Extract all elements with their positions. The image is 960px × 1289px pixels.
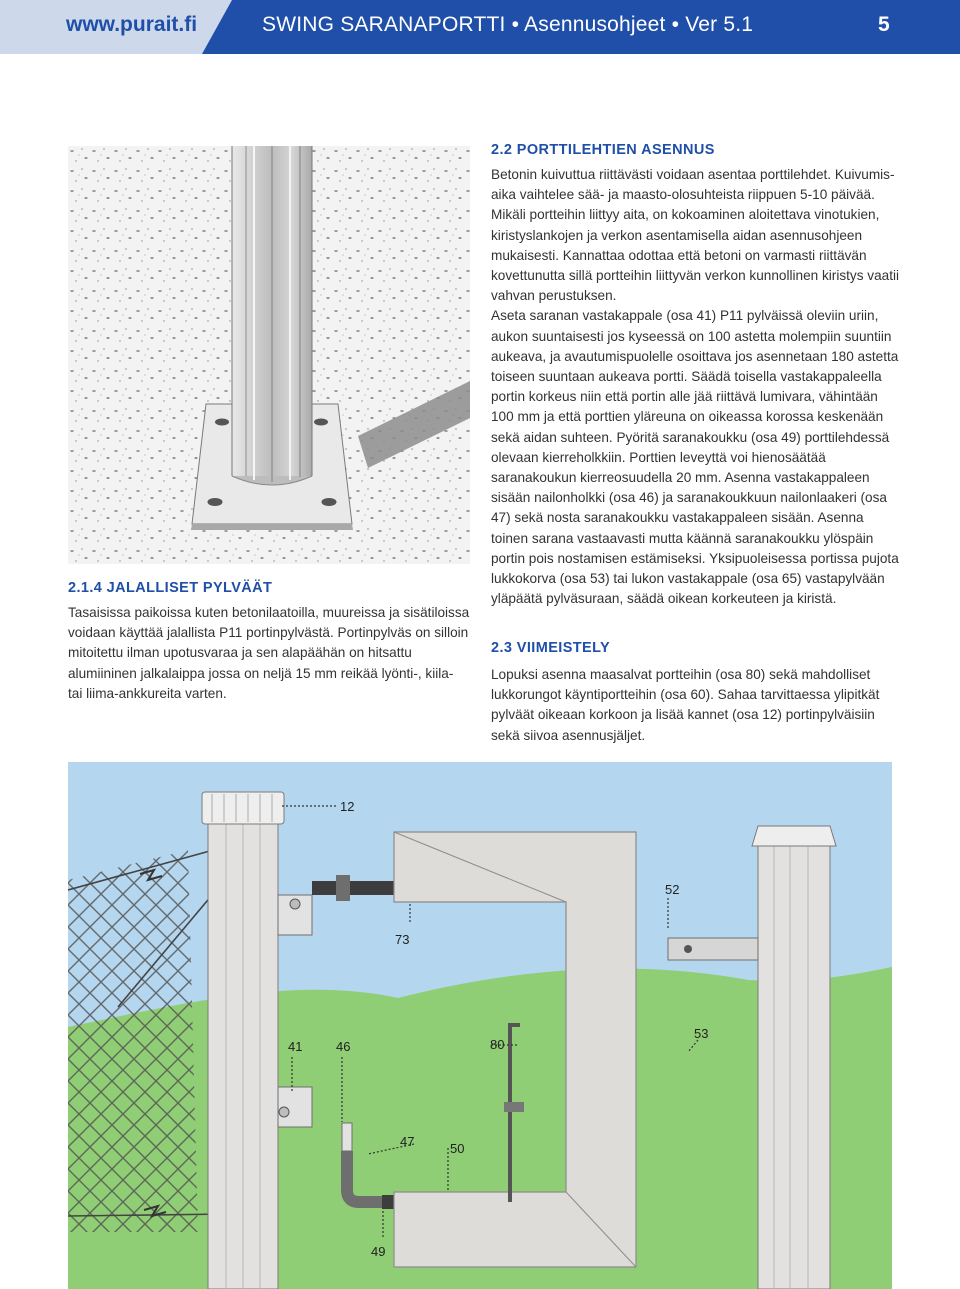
foot-plate-edge (191, 524, 353, 530)
callout-50: 50 (450, 1141, 465, 1156)
callout-80: 80 (490, 1037, 505, 1052)
fence-mesh (68, 850, 198, 1232)
document-title: SWING SARANAPORTTI • Asennusohjeet • Ver 5.1 (262, 13, 754, 36)
site-url[interactable]: www.purait.fi (66, 13, 198, 36)
callout-52: 52 (665, 882, 680, 897)
plate-hole-4 (322, 498, 337, 506)
section-22-paragraph-3: Aseta saranan vastakappale (osa 41) P11 pylväissä oleviin uriin, aukon suuntaisesti jos kyseessä on 100 astetta molempiin suuntiin aukeava, ja avautumispuolelle osoittava jos asennetaan 180 astetta toiseen suuntaan aukeava portti. Säädä toisella vastakappaleella portin korkeus niin että portin alle jää riittävä lumivara, vähintään 100 mm ja että porttien yläreuna on oikeassa korossa keskenään sekä aidan suhteen. Pyöritä saranakoukku (osa 49) porttilehdessä olevaan kierreholkkiin. Porttien leveyttä voi hienosäätää saranakoukun kierreosuudella 20 mm. Asenna vastakappaleen sisään nailonholkki (osa 46) ja saranakoukkuun nailonlaakeri (osa 47) sekä nosta saranakoukku vastakappaleen sisään. Asenna toinen sarana vastaavasti mutta käännä saranakoukku ylöspäin portin pois nostamisen estämiseksi. Yksipuoleisessa portissa pujota lukkokorva (osa 53) tai lukon vastakappale (osa 65) vastapylvään yläpäätä pylväsuraan, säädä oikean korkeuteen ja kiristä. (491, 308, 899, 607)
section-23-heading: 2.3 VIIMEISTELY (491, 640, 611, 656)
section-214-heading: 2.1.4 JALALLISET PYLVÄÄT (68, 580, 273, 596)
hinge-hook-thread-top (312, 881, 394, 895)
hinge-hook-nut-top (336, 875, 350, 901)
section-214-text (68, 603, 470, 704)
post-foot-plate-illustration (68, 146, 470, 564)
lock-ear (668, 938, 758, 960)
latch-post-cap (752, 826, 836, 846)
callout-46: 46 (336, 1039, 351, 1054)
section-23-paragraph: Lopuksi asenna maasalvat portteihin (osa 80) sekä mahdolliset lukkorungot käyntiportteihin (osa 60). Sahaa tarvittaessa ylipitkät pylväät oikeaan korkoon ja lisää kannet (osa 12) portinpylväisiin sekä siivoa asennusjäljet. (491, 667, 880, 743)
section-22-heading: 2.2 PORTTILEHTIEN ASENNUS (491, 142, 715, 158)
page-header (0, 0, 960, 54)
plate-hole-1 (215, 419, 229, 426)
section-22-paragraph-2: Mikäli portteihin liittyy aita, on kokoaminen aloitettava vinotukien, kiristyslankojen ja verkon asentamisella aidan asennusohjeen mukaisesti. Kannattaa odottaa että betoni on varmasti riittävän kovettunutta sillä portteihin liittyvän verkon kunnollinen kiristys vaatii vahvan perustuksen. (491, 207, 900, 304)
callout-73: 73 (395, 932, 410, 947)
counterpart-bolt-bottom (279, 1107, 289, 1117)
gate-assembly-diagram (68, 762, 892, 1289)
callout-12: 12 (340, 799, 355, 814)
latch-post (758, 846, 830, 1289)
section-214-paragraph: Tasaisissa paikoissa kuten betonilaatoilla, muureissa ja sisätiloissa voidaan käyttää jalallista P11 portinpylvästä. Portinpylväs on silloin mitoitettu ilman upotusvaraa ja sen alapäähän on hitsattu alumiininen jalkalaippa jossa on neljä 15 mm reikää lyönti-, kiila- tai liima-ankkureita varten. (68, 605, 470, 701)
ground-latch-clamp (504, 1102, 524, 1112)
plate-hole-3 (208, 498, 223, 506)
page-number: 5 (878, 13, 890, 36)
nylon-bushing (342, 1123, 352, 1151)
lock-ear-hole (684, 945, 692, 953)
section-22-text (491, 165, 903, 609)
callout-47: 47 (400, 1134, 415, 1149)
callout-53: 53 (694, 1026, 709, 1041)
counterpart-bolt-top (290, 899, 300, 909)
callout-49: 49 (371, 1244, 386, 1259)
callout-41: 41 (288, 1039, 303, 1054)
section-22-paragraph-1: Betonin kuivuttua riittävästi voidaan asentaa porttilehdet. Kuivumis-aika vaihtelee sää- ja maasto-olosuhteista riippuen 5-10 päivää. (491, 167, 895, 203)
plate-hole-2 (314, 419, 328, 426)
section-23-text (491, 665, 903, 746)
